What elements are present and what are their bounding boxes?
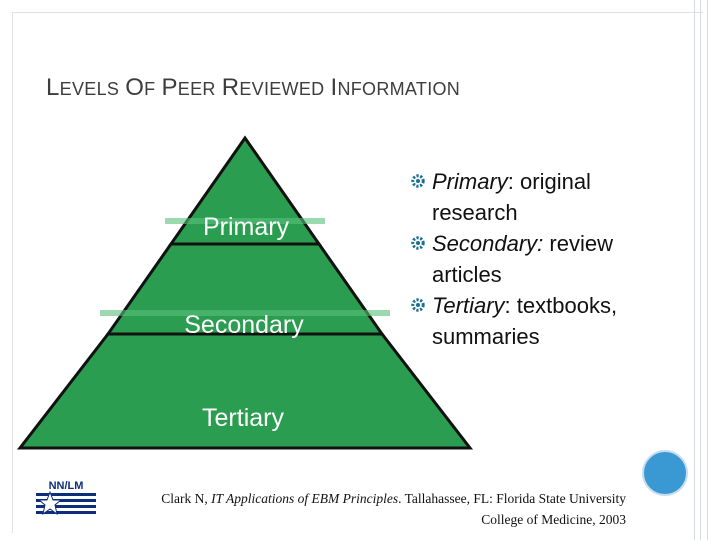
title-word: LEVELS <box>46 74 120 101</box>
gear-icon <box>410 235 426 251</box>
gear-icon <box>410 297 426 313</box>
pyramid-diagram <box>0 134 480 456</box>
nnlm-logo <box>34 478 98 518</box>
accent-circle <box>642 450 688 496</box>
svg-text:NN/LM: NN/LM <box>48 480 84 492</box>
title-word: REVIEWED <box>221 74 325 101</box>
gear-icon <box>410 173 426 189</box>
citation: Clark N, IT Applications of EBM Principles. Tallahassee, FL: Florida State University College of Medicine, 2003 <box>161 491 626 527</box>
title-word: INFORMATION <box>330 74 461 101</box>
side-rule <box>700 0 701 540</box>
side-rule <box>694 0 695 540</box>
bullet-item: Primary: original research <box>412 166 672 228</box>
title-word: OF <box>125 74 156 101</box>
side-rule <box>707 0 708 540</box>
pyramid-label-tertiary: Tertiary <box>202 404 284 432</box>
pyramid-label-secondary: Secondary <box>184 311 304 339</box>
pyramid-label-primary: Primary <box>202 213 290 241</box>
title-word: PEER <box>161 74 216 101</box>
slide-title <box>46 74 460 102</box>
bullet-list <box>412 166 672 352</box>
bullet-item: Secondary: review articles <box>412 228 672 290</box>
bullet-item: Tertiary: textbooks, summaries <box>412 290 672 352</box>
